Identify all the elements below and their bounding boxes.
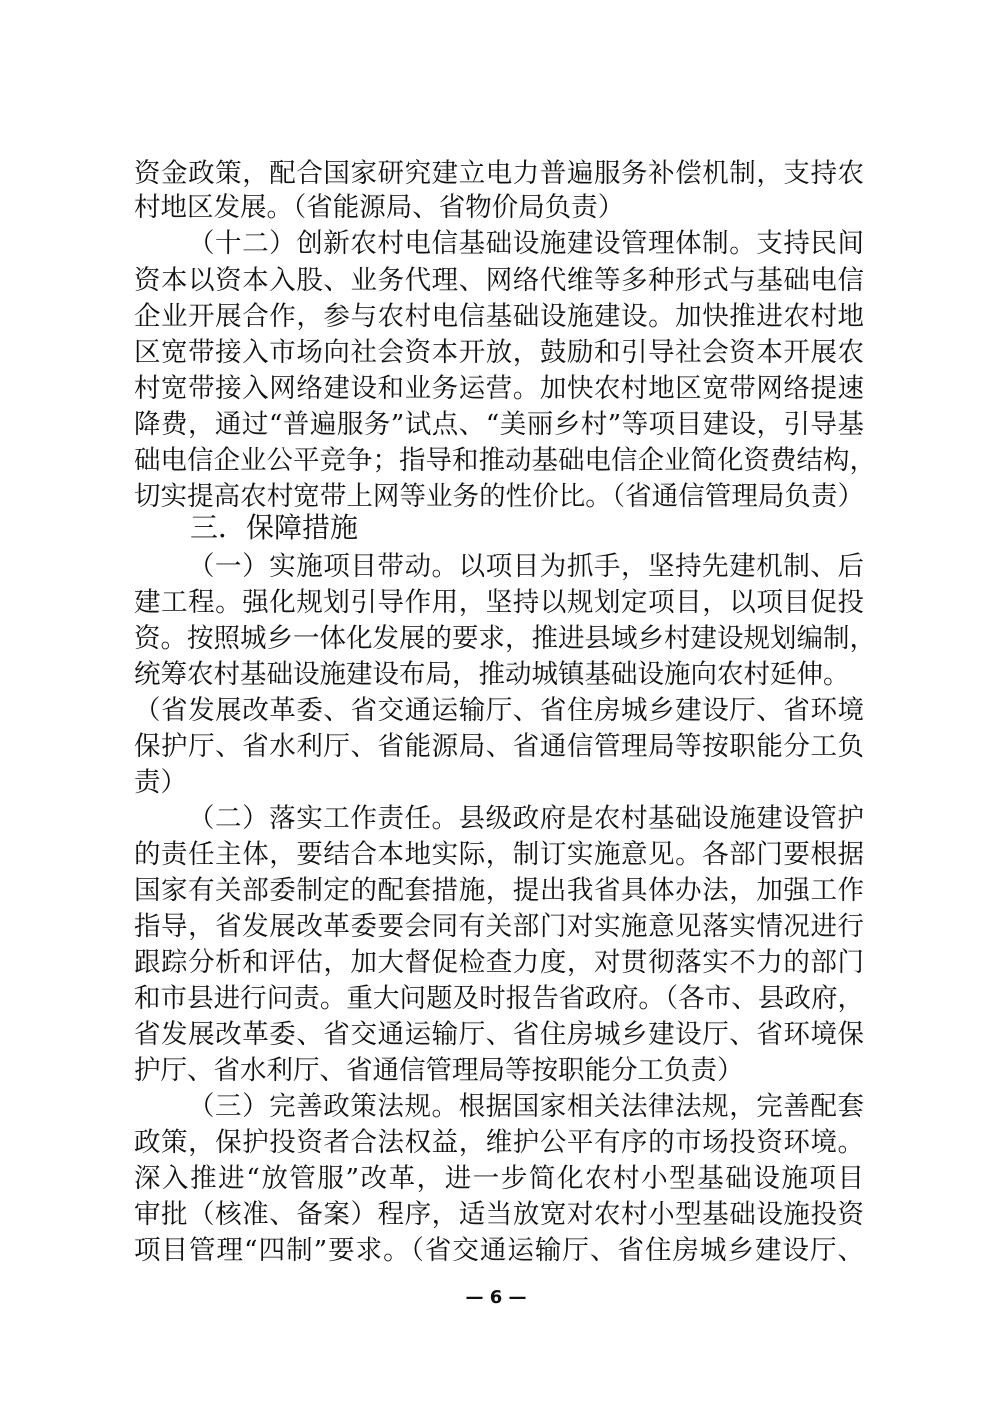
text-line-26: 护厅、省水利厅、省通信管理局等按职能分工负责） (134, 1055, 744, 1086)
text-line-27: （三）完善政策法规。根据国家相关法律法规，完善配套 (188, 1091, 864, 1122)
text-line-8: 降费，通过“普遍服务”试点、“美丽乡村”等项目建设，引导基 (134, 409, 864, 440)
text-line-10: 切实提高农村宽带上网等业务的性价比。（省通信管理局负责） (134, 481, 864, 512)
page-number: — 6 — (465, 1287, 527, 1308)
text-line-19: （二）落实工作责任。县级政府是农村基础设施建设管护 (188, 803, 864, 834)
text-line-30: 审批（核准、备案）程序，适当放宽对农村小型基础设施投资 (134, 1199, 864, 1230)
text-line-13: 建工程。强化规划引导作用，坚持以规划定项目，以项目促投 (134, 587, 864, 618)
text-line-17: 保护厅、省水利厅、省能源局、省通信管理局等按职能分工负 (134, 731, 864, 762)
text-line-2: 村地区发展。（省能源局、省物价局负责） (134, 192, 625, 223)
text-line-24: 和市县进行问责。重大问题及时报告省政府。（各市、县政府， (134, 983, 864, 1014)
text-line-22: 指导，省发展改革委要会同有关部门对实施意见落实情况进行 (134, 911, 864, 942)
text-line-1: 资金政策，配合国家研究建立电力普遍服务补偿机制，支持农 (134, 158, 864, 189)
text-line-18: 责） (134, 767, 187, 798)
text-line-7: 村宽带接入网络建设和业务运营。加快农村地区宽带网络提速 (134, 373, 864, 404)
text-line-15: 统筹农村基础设施建设布局，推动城镇基础设施向农村延伸。 (134, 659, 850, 690)
text-line-6: 区宽带接入市场向社会资本开放，鼓励和引导社会资本开展农 (134, 337, 864, 368)
text-line-14: 资。按照城乡一体化发展的要求，推进县域乡村建设规划编制， (134, 623, 876, 654)
text-line-29: 深入推进“放管服”改革，进一步简化农村小型基础设施项目 (134, 1163, 864, 1194)
text-line-16: （省发展改革委、省交通运输厅、省住房城乡建设厅、省环境 (134, 695, 864, 726)
text-line-4: 资本以资本入股、业务代理、网络代维等多种形式与基础电信 (134, 265, 864, 296)
text-line-23: 跟踪分析和评估，加大督促检查力度，对贯彻落实不力的部门 (134, 947, 864, 978)
text-line-20: 的责任主体，要结合本地实际，制订实施意见。各部门要根据 (134, 839, 864, 870)
text-line-3: （十二）创新农村电信基础设施建设管理体制。支持民间 (188, 228, 864, 259)
text-line-25: 省发展改革委、省交通运输厅、省住房城乡建设厅、省环境保 (134, 1019, 864, 1050)
text-line-5: 企业开展合作，参与农村电信基础设施建设。加快推进农村地 (134, 301, 864, 332)
text-line-12: （一）实施项目带动。以项目为抓手，坚持先建机制、后 (188, 551, 864, 582)
section-heading: 三．保障措施 (190, 511, 359, 544)
text-line-28: 政策，保护投资者合法权益，维护公平有序的市场投资环境。 (134, 1127, 864, 1158)
text-line-21: 国家有关部委制定的配套措施，提出我省具体办法，加强工作 (134, 875, 864, 906)
text-line-9: 础电信企业公平竞争；指导和推动基础电信企业简化资费结构， (134, 445, 876, 476)
text-line-31: 项目管理“四制”要求。（省交通运输厅、省住房城乡建设厅、 (134, 1235, 864, 1266)
